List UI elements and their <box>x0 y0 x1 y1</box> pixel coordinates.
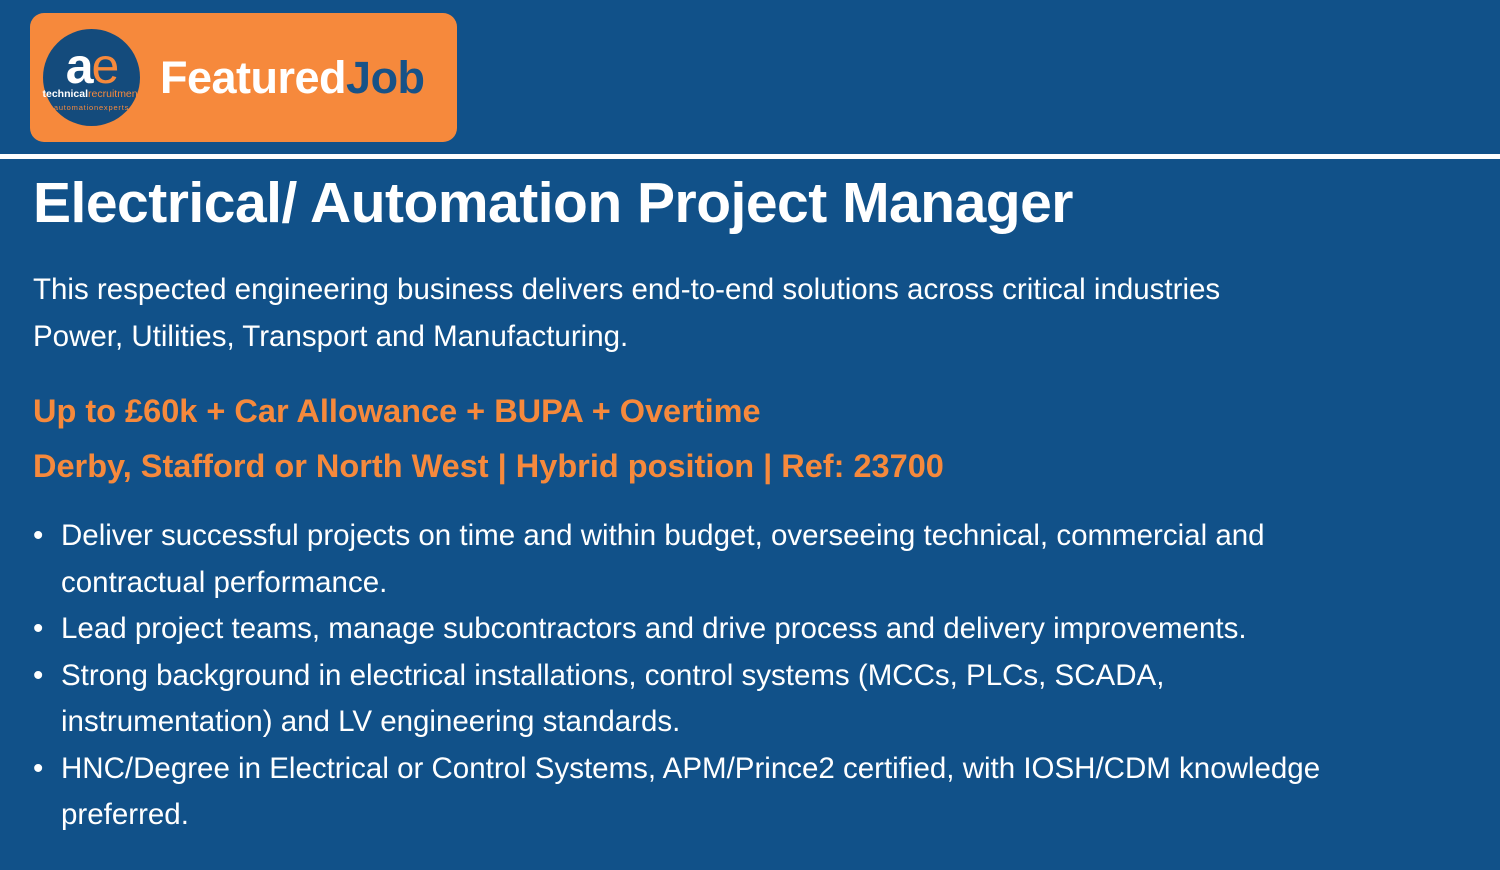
bullet-item <box>33 606 1453 653</box>
job-intro: This respected engineering business delivers end-to-end solutions across critical industries Power, Utilities, Transport and Manufacturing. <box>33 273 1221 353</box>
bullet-dot: • <box>33 519 44 552</box>
bullet-text: Lead project teams, manage subcontractors and drive process and delivery improvements. <box>61 612 1247 645</box>
featured-job-wordmark <box>160 52 425 104</box>
job-bullet-list <box>33 513 1453 839</box>
bullet-text: Strong background in electrical installations, control systems (MCCs, PLCs, SCADA, instrumentation) and LV engineering standards. <box>61 658 1165 738</box>
bullet-dot: • <box>33 658 44 692</box>
bullet-item <box>33 653 1453 746</box>
white-divider-line <box>0 154 1500 159</box>
logo-letter-e: e <box>91 37 118 94</box>
logo-letter-a: a <box>65 37 92 94</box>
logo-monogram <box>65 37 118 94</box>
bullet-item <box>33 746 1453 839</box>
job-title: Electrical/ Automation Project Manager <box>33 171 1073 235</box>
bullet-dot: • <box>33 612 44 645</box>
logo-company-name <box>42 88 140 100</box>
logo-name-technical: technical <box>42 87 89 100</box>
bullet-item <box>33 513 1453 606</box>
wordmark-featured: Featured <box>160 51 347 103</box>
wordmark-job: Job <box>346 51 425 103</box>
ae-recruitment-logo <box>43 29 140 126</box>
salary-location-highlight: Up to £60k + Car Allowance + BUPA + Overtime Derby, Stafford or North West | Hybrid position | Ref: 23700 <box>33 393 944 484</box>
logo-name-recruitment: recruitment <box>88 87 141 100</box>
bullet-text: HNC/Degree in Electrical or Control Systems, APM/Prince2 certified, with IOSH/CDM knowledge preferred. <box>61 751 1321 831</box>
logo-tagline: automationexperts <box>53 102 130 112</box>
featured-job-banner <box>30 13 457 142</box>
bullet-text: Deliver successful projects on time and within budget, overseeing technical, commercial and contractual performance. <box>61 519 1265 599</box>
bullet-dot: • <box>33 751 44 785</box>
